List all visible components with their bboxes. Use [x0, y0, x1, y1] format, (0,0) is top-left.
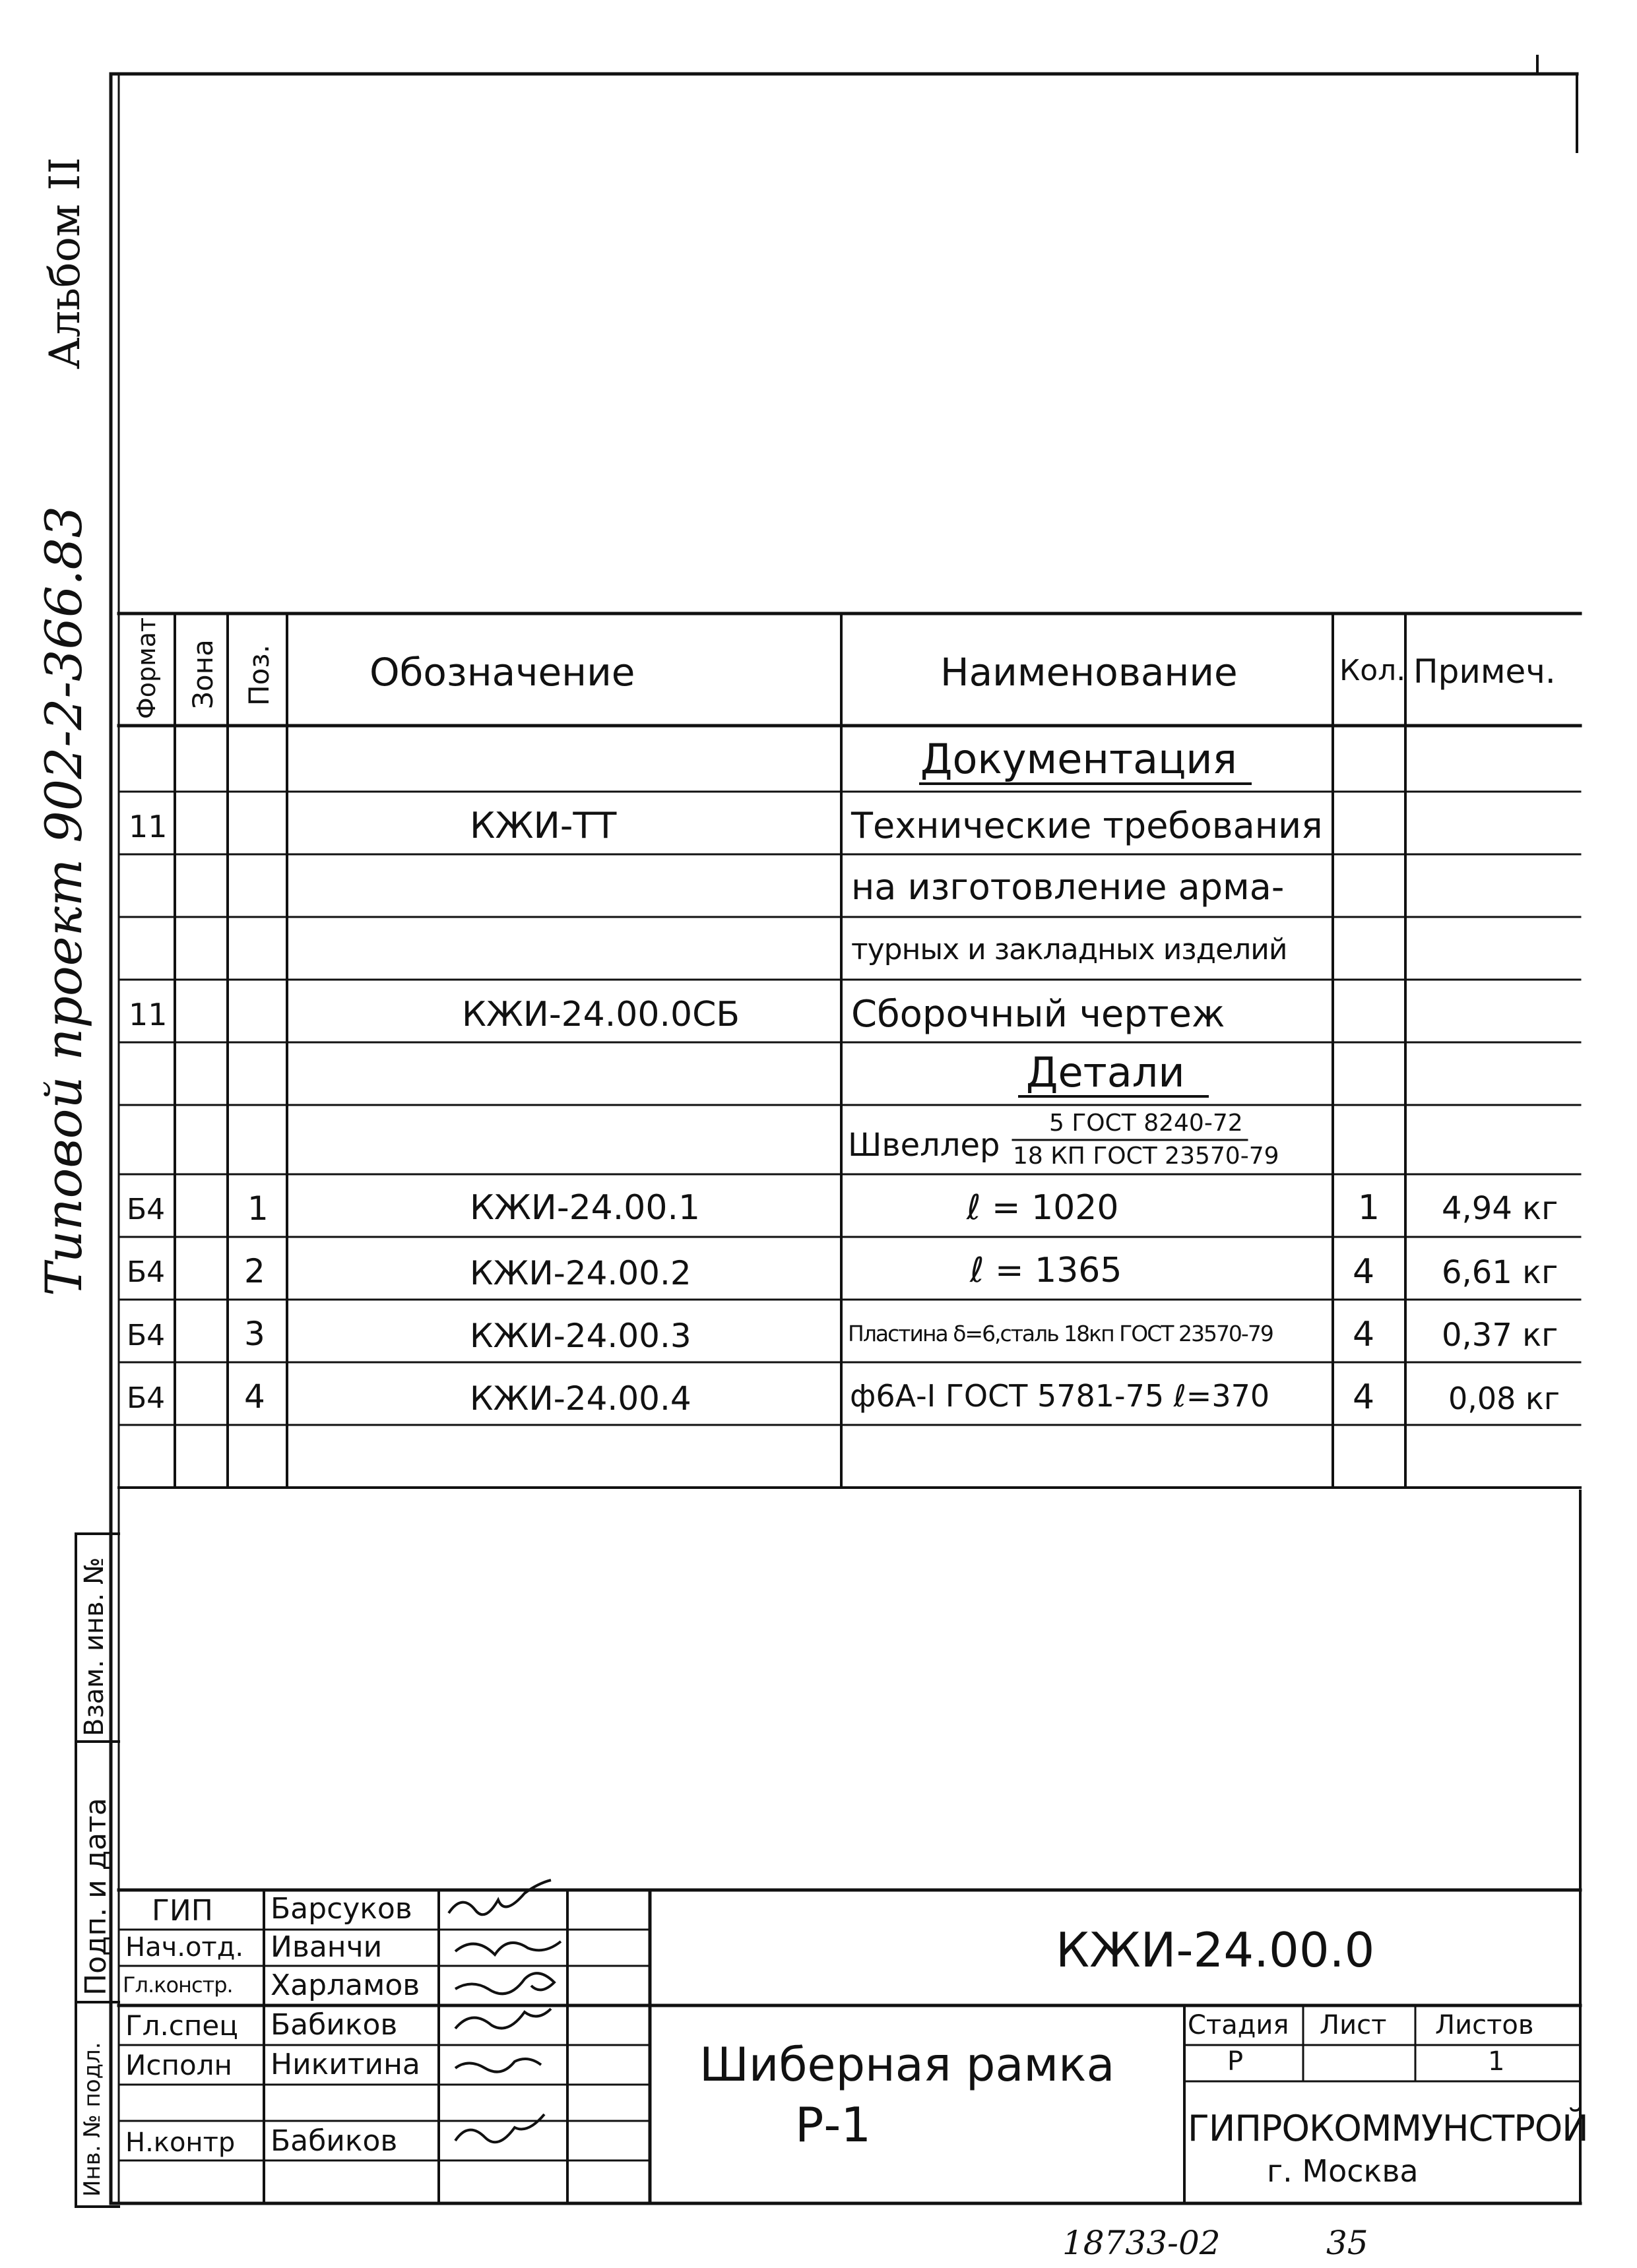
name-gip: Барсуков	[271, 1892, 412, 1926]
stage-label: Стадия	[1188, 2010, 1289, 2040]
table-row-format: Б4	[127, 1193, 166, 1226]
project-number-label: Типовой проект 902-2-366.83	[34, 505, 93, 1296]
table-row-pos: 2	[244, 1252, 265, 1290]
table-row-format: 11	[129, 809, 168, 844]
table-row-name: турных и закладных изделий	[851, 933, 1287, 966]
name-norm-control: Бабиков	[271, 2124, 398, 2158]
stamp-original-inv: Инв. № подл.	[79, 2042, 106, 2197]
stamp-replacement-inv: Взам. инв. №	[79, 1557, 110, 1736]
table-row-designation: КЖИ-24.00.3	[470, 1317, 691, 1355]
table-row-name: Сборочный чертеж	[851, 993, 1225, 1036]
name-chief-specialist: Бабиков	[271, 2008, 398, 2042]
table-row-name: ℓ = 1365	[970, 1251, 1122, 1290]
table-row-qty: 4	[1353, 1252, 1375, 1292]
table-row-name: на изготовление арма-	[851, 866, 1285, 908]
table-row-pos: 4	[244, 1377, 265, 1416]
table-row-designation: КЖИ-24.00.4	[470, 1379, 691, 1418]
table-row-designation: КЖИ-24.00.2	[470, 1254, 691, 1292]
table-row-format: Б4	[127, 1381, 166, 1415]
organization-name: ГИПРОКОММУНСТРОЙ	[1188, 2108, 1588, 2149]
role-head-dept: Нач.отд.	[125, 1932, 244, 1963]
table-row-note: 0,37 кг	[1442, 1317, 1558, 1354]
role-norm-control: Н.контр	[125, 2127, 236, 2158]
table-row-qty: 4	[1353, 1377, 1375, 1417]
role-gip: ГИП	[152, 1894, 213, 1928]
table-row-format: 11	[129, 997, 168, 1032]
page-number: 35	[1326, 2224, 1368, 2262]
name-executor: Никитина	[271, 2048, 420, 2081]
table-row-note: 0,08 кг	[1448, 1381, 1560, 1416]
sheets-value: 1	[1488, 2046, 1505, 2077]
album-label: Альбом II	[41, 157, 90, 369]
channel-spec-numerator: 5 ГОСТ 8240-72	[1049, 1110, 1243, 1137]
table-row-note: 6,61 кг	[1442, 1254, 1558, 1291]
table-row-pos: 1	[247, 1189, 269, 1228]
drawing-title: Шиберная рамка	[699, 2038, 1115, 2092]
table-row-designation: КЖИ-24.00.0СБ	[462, 995, 740, 1034]
table-row-pos: 3	[244, 1315, 265, 1353]
header-qty: Кол.	[1339, 654, 1406, 687]
table-row-name: ℓ = 1020	[967, 1188, 1119, 1228]
table-row-name: ф6А-I ГОСТ 5781-75 ℓ=370	[850, 1378, 1270, 1414]
document-code: КЖИ-24.00.0	[1056, 1922, 1375, 1978]
table-row-name: Технические требования	[851, 805, 1323, 846]
channel-spec-denominator: 18 КП ГОСТ 23570-79	[1013, 1143, 1279, 1170]
header-designation: Обозначение	[369, 650, 635, 695]
header-note: Примеч.	[1413, 652, 1556, 691]
table-row-note: 4,94 кг	[1442, 1190, 1558, 1227]
archive-number: 18733-02	[1062, 2224, 1221, 2262]
table-row-name: Швеллер	[848, 1127, 1000, 1164]
signatures	[449, 1880, 561, 2142]
table-row-qty: 4	[1353, 1315, 1375, 1354]
sheet-label: Лист	[1320, 2010, 1387, 2040]
section-documentation: Документация	[920, 735, 1237, 783]
sheets-label: Листов	[1435, 2010, 1534, 2040]
name-chief-designer: Харламов	[271, 1969, 420, 2002]
table-row-designation: КЖИ-24.00.1	[470, 1188, 701, 1228]
table-row-format: Б4	[127, 1319, 166, 1352]
role-chief-designer: Гл.констр.	[123, 1972, 233, 1998]
name-head-dept: Иванчи	[271, 1930, 383, 1964]
drawing-subtitle: Р-1	[795, 2097, 872, 2153]
table-row-format: Б4	[127, 1255, 166, 1289]
table-row-qty: 1	[1358, 1188, 1380, 1228]
header-name: Наименование	[940, 650, 1238, 695]
stage-value: Р	[1227, 2046, 1244, 2077]
header-zone: Зона	[187, 639, 219, 709]
table-row-designation: КЖИ-ТТ	[470, 805, 617, 846]
header-pos: Поз.	[243, 645, 275, 706]
role-chief-specialist: Гл.спец	[125, 2009, 238, 2042]
section-details: Детали	[1026, 1048, 1185, 1096]
organization-city: г. Москва	[1267, 2153, 1419, 2189]
role-executor: Исполн	[125, 2049, 232, 2081]
table-row-name: Пластина δ=6,сталь 18кп ГОСТ 23570-79	[848, 1321, 1273, 1346]
header-format: Формат	[132, 617, 161, 719]
stamp-sign-date: Подп. и дата	[79, 1798, 113, 1996]
